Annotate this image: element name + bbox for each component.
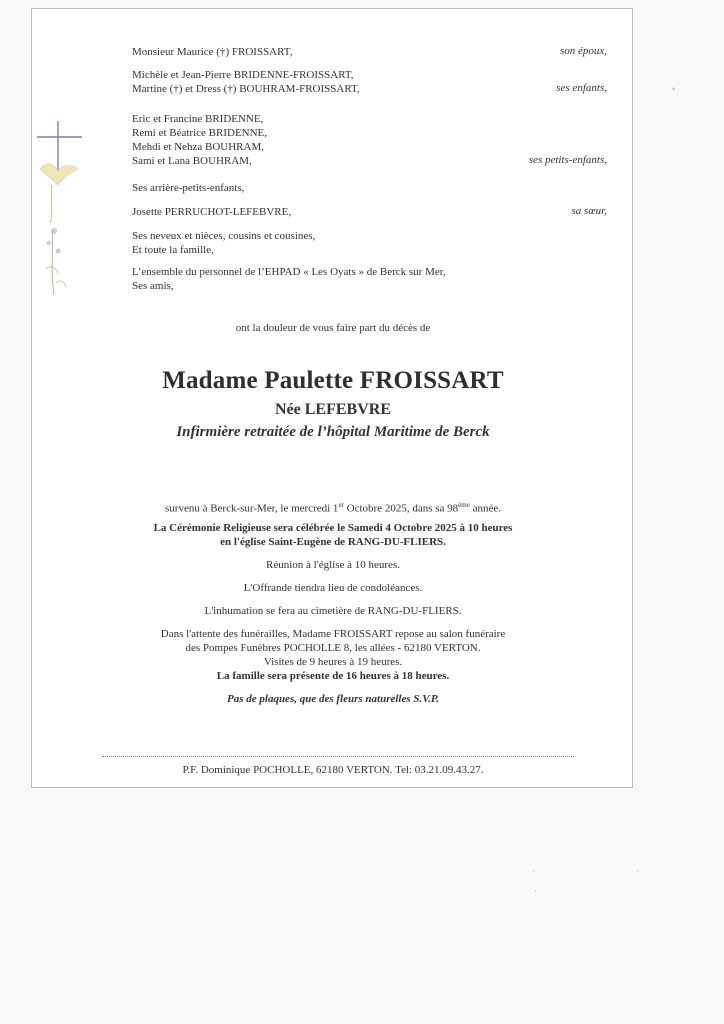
relation-label: sa sœur,	[571, 205, 607, 217]
announcement: ont la douleur de vous faire part du décès de	[235, 322, 431, 334]
scan-speck: ·	[532, 866, 535, 876]
ceremony-line-1: La Cérémonie Religieuse sera célébrée le Samedi 4 Octobre 2025 à 10 heures	[153, 522, 513, 534]
family-line: Michèle et Jean-Pierre BRIDENNE-FROISSART,	[132, 69, 354, 81]
offrande: L'Offrande tiendra lieu de condoléances.	[243, 582, 423, 594]
footer-divider	[102, 756, 574, 757]
reunion: Réunion à l'église à 10 heures.	[266, 559, 400, 571]
maiden-name: Née LEFEBVRE	[275, 401, 391, 418]
family-line: Josette PERRUCHOT-LEFEBVRE,	[132, 206, 292, 218]
relation-label: son époux,	[559, 45, 607, 57]
family-line: Et toute la famille,	[132, 244, 214, 256]
death-date: survenu à Berck-sur-Mer, le mercredi 1er Octobre 2025, dans sa 98ème année.	[165, 501, 501, 515]
family-line: Remi et Béatrice BRIDENNE,	[132, 127, 268, 139]
attente-line-2: des Pompes Funèbres POCHOLLE 8, les allées - 62180 VERTON.	[185, 642, 481, 654]
family-line: Martine (†) et Dress (†) BOUHRAM-FROISSART,	[132, 83, 360, 95]
scan-speck: ·	[636, 866, 639, 876]
no-plaques-note: Pas de plaques, que des fleurs naturelles S.V.P.	[227, 693, 439, 705]
relation-label: ses enfants,	[556, 82, 607, 94]
visites: Visites de 9 heures à 19 heures.	[263, 656, 403, 668]
family-line: Monsieur Maurice (†) FROISSART,	[132, 46, 293, 58]
family-line: Sami et Lana BOUHRAM,	[132, 155, 252, 167]
family-line: Mehdi et Nehza BOUHRAM,	[132, 141, 264, 153]
relation-label: ses petits-enfants,	[528, 154, 607, 166]
attente-line-1: Dans l'attente des funérailles, Madame FROISSART repose au salon funéraire	[160, 628, 506, 640]
famille-presente: La famille sera présente de 16 heures à 18 heures.	[216, 670, 450, 682]
family-line: Ses arrière-petits-enfants,	[132, 182, 245, 194]
inhumation: L'inhumation se fera au cimetière de RANG-DU-FLIERS.	[204, 605, 462, 617]
ceremony-line-2: en l'église Saint-Eugène de RANG-DU-FLIERS.	[220, 536, 446, 548]
obituary-notice	[31, 8, 633, 788]
family-line: Ses amis,	[132, 280, 174, 292]
scan-speck: ·	[534, 886, 537, 896]
scan-speck: •	[672, 84, 676, 94]
family-line: Ses neveux et nièces, cousins et cousines,	[132, 230, 316, 242]
cross-dove-icon	[32, 119, 92, 309]
family-line: Eric et Francine BRIDENNE,	[132, 113, 264, 125]
profession: Infirmière retraitée de l’hôpital Maritime de Berck	[176, 424, 490, 440]
family-line: L’ensemble du personnel de l’EHPAD « Les Oyats » de Berck sur Mer,	[132, 266, 446, 278]
deceased-name: Madame Paulette FROISSART	[162, 367, 504, 394]
funeral-home-footer: P.F. Dominique POCHOLLE, 62180 VERTON. Tel: 03.21.09.43.27.	[182, 764, 484, 776]
